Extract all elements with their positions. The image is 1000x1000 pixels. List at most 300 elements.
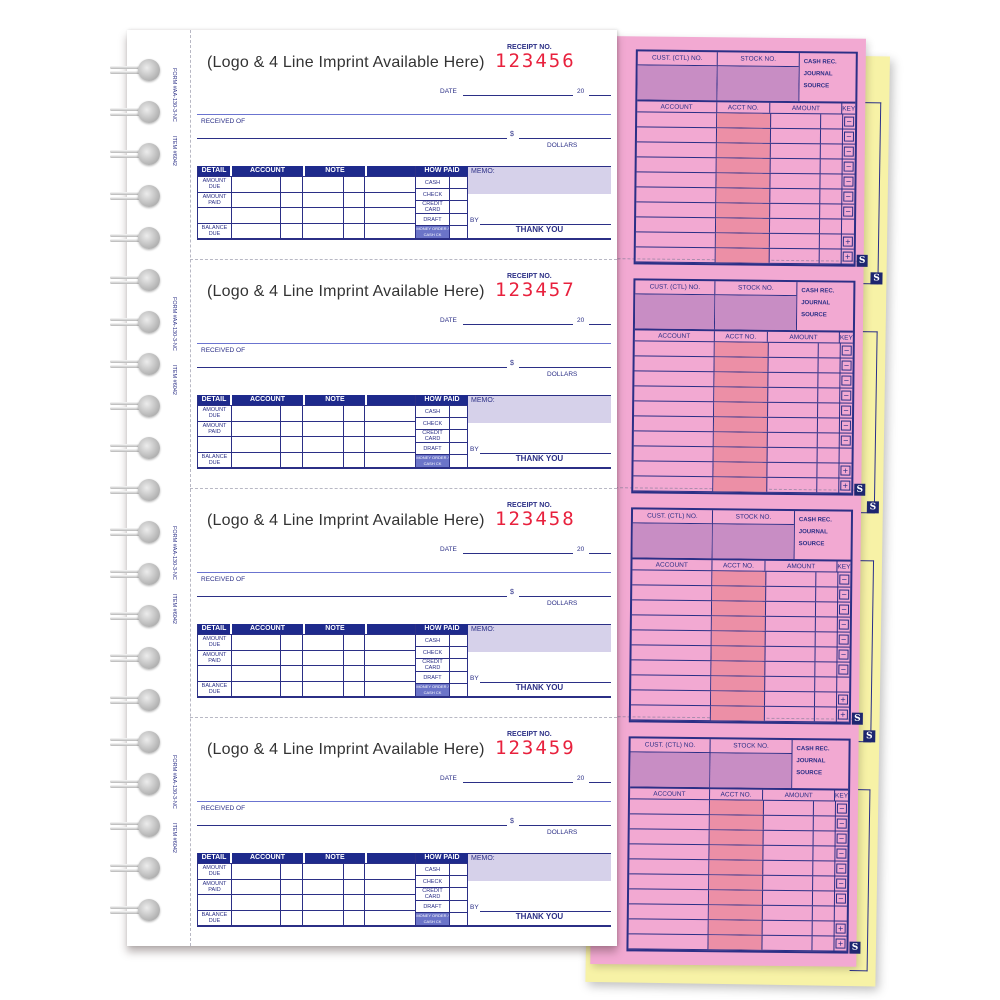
receipt <box>127 488 617 717</box>
key-col-header: KEY <box>839 334 853 342</box>
draft-checkbox[interactable] <box>450 672 468 683</box>
minus-key-icon: − <box>841 436 851 446</box>
spiral-ring-icon <box>110 437 162 459</box>
account-cell[interactable] <box>232 177 281 192</box>
memo-area <box>468 395 611 467</box>
amount-field[interactable] <box>519 596 611 597</box>
note-cell[interactable] <box>303 651 344 666</box>
source-box <box>795 511 851 560</box>
grid-row <box>198 405 415 421</box>
memo-label: MEMO: <box>471 168 495 175</box>
thank-you-text: THANK YOU <box>515 912 564 921</box>
amount-col-header: AMOUNT <box>763 790 835 801</box>
minus-key-icon: − <box>836 864 846 874</box>
perforation-line <box>190 717 617 718</box>
memo-area <box>468 166 611 238</box>
plus-key-icon: + <box>840 466 850 476</box>
receipt-no-label: RECEIPT NO. <box>507 731 552 738</box>
note-cell[interactable] <box>303 864 344 879</box>
cash-checkbox[interactable] <box>450 635 468 646</box>
dollar-sign: $ <box>510 360 514 367</box>
draft-checkbox[interactable] <box>450 214 468 225</box>
year-prefix: 20 <box>577 546 585 553</box>
minus-key-icon: − <box>841 391 851 401</box>
spiral-ring-icon <box>110 815 162 837</box>
amount-field[interactable] <box>519 138 611 139</box>
source-line: SOURCE <box>796 770 822 777</box>
source-line: CASH REC. <box>803 59 837 66</box>
source-line: JOURNAL <box>803 71 833 78</box>
money-order-checkbox[interactable] <box>450 226 468 238</box>
account-cell[interactable] <box>232 911 281 926</box>
source-line: JOURNAL <box>801 300 831 307</box>
note-cell[interactable] <box>303 682 344 697</box>
credit-card-option: CREDIT CARD <box>416 201 450 213</box>
account-cell[interactable] <box>232 880 281 895</box>
payment-grid <box>197 395 611 469</box>
how-paid-header: HOW PAID <box>424 396 460 403</box>
account-header: ACCOUNT <box>232 624 305 634</box>
credit-card-checkbox[interactable] <box>450 659 468 671</box>
spiral-ring-icon <box>110 311 162 333</box>
received-of-field[interactable] <box>197 596 507 597</box>
note-cell[interactable] <box>303 911 344 926</box>
check-option: CHECK <box>416 876 450 887</box>
s-badge-icon: S <box>852 713 863 725</box>
thank-you-text: THANK YOU <box>515 454 564 463</box>
date-field[interactable] <box>463 95 573 96</box>
note-cell[interactable] <box>303 635 344 650</box>
grid-row <box>198 192 415 208</box>
how-paid-column <box>415 395 468 467</box>
amount-due-label: AMOUNT DUE <box>198 177 232 192</box>
cash-checkbox[interactable] <box>450 864 468 875</box>
check-option: CHECK <box>416 189 450 200</box>
received-of-label: RECEIVED OF <box>201 347 246 354</box>
minus-key-icon: − <box>839 635 849 645</box>
perforation-line <box>190 259 617 260</box>
cash-option: CASH <box>416 406 450 417</box>
spiral-ring-icon <box>110 521 162 543</box>
stub-record <box>631 278 864 495</box>
form-number: FORM #AA-130-3-NC <box>171 297 177 351</box>
amount-due-label: AMOUNT DUE <box>198 406 232 421</box>
s-badge-icon: S <box>854 484 865 496</box>
memo-label: MEMO: <box>471 626 495 633</box>
spiral-ring-icon <box>110 899 162 921</box>
account-cell[interactable] <box>232 224 281 239</box>
note-cell[interactable] <box>303 193 344 208</box>
money-order-checkbox[interactable] <box>450 455 468 467</box>
source-line: JOURNAL <box>798 529 828 536</box>
stub-row <box>633 476 851 493</box>
stub-record <box>626 736 859 953</box>
grid-row <box>198 634 415 650</box>
s-badge-icon: S <box>863 730 875 742</box>
minus-key-icon: − <box>836 894 846 904</box>
minus-key-icon: − <box>839 575 849 585</box>
spiral-ring-icon <box>110 185 162 207</box>
account-cell[interactable] <box>232 406 281 421</box>
grid-row <box>198 223 415 239</box>
receipt-number: 123459 <box>495 737 576 759</box>
minus-key-icon: − <box>837 819 847 829</box>
form-number: FORM #AA-130-3-NC <box>171 526 177 580</box>
credit-card-option: CREDIT CARD <box>416 430 450 442</box>
spiral-ring-icon <box>110 269 162 291</box>
account-cell[interactable] <box>232 437 281 452</box>
check-checkbox[interactable] <box>450 876 468 887</box>
divider <box>197 343 611 344</box>
cust-ctl-no-field[interactable] <box>633 523 712 558</box>
amount-due-label: AMOUNT DUE <box>198 635 232 650</box>
received-of-field[interactable] <box>197 825 507 826</box>
minus-key-icon: − <box>839 605 849 615</box>
amount-col-header: AMOUNT <box>766 561 838 572</box>
cust-ctl-no-field[interactable] <box>637 65 716 100</box>
stock-no-field[interactable] <box>715 295 796 330</box>
detail-header: DETAIL <box>198 166 232 176</box>
receipt-number: 123457 <box>495 279 576 301</box>
money-order-option: MONEY ORDER / CASH CK <box>416 226 449 237</box>
year-prefix: 20 <box>577 775 585 782</box>
imprint-area: (Logo & 4 Line Imprint Available Here) <box>207 741 485 758</box>
memo-area <box>468 853 611 925</box>
year-field[interactable] <box>589 782 611 783</box>
received-of-label: RECEIVED OF <box>201 576 246 583</box>
check-checkbox[interactable] <box>450 418 468 429</box>
by-label: BY <box>470 904 479 911</box>
note-cell[interactable] <box>303 880 344 895</box>
note-cell[interactable] <box>303 406 344 421</box>
spiral-ring-icon <box>110 143 162 165</box>
account-cell[interactable] <box>232 422 281 437</box>
cash-option: CASH <box>416 864 450 875</box>
form-number: FORM #AA-130-3-NC <box>171 755 177 809</box>
money-order-option: MONEY ORDER / CASH CK <box>416 455 449 466</box>
plus-key-icon: + <box>840 481 850 491</box>
stock-no-field[interactable] <box>713 524 794 559</box>
note-cell[interactable] <box>303 224 344 239</box>
grid-row <box>198 452 415 468</box>
credit-card-option: CREDIT CARD <box>416 659 450 671</box>
amount-paid-label: AMOUNT PAID <box>198 193 232 208</box>
receipt-number: 123458 <box>495 508 576 530</box>
cash-option: CASH <box>416 635 450 646</box>
minus-key-icon: − <box>836 879 846 889</box>
minus-key-icon: − <box>844 132 854 142</box>
blank-label <box>198 437 232 452</box>
payment-grid <box>197 853 611 927</box>
cash-option: CASH <box>416 177 450 188</box>
cust-ctl-no-label: CUST. (CTL) NO. <box>638 51 717 66</box>
acct-no-col-header: ACCT NO. <box>714 331 768 342</box>
spiral-ring-icon <box>110 773 162 795</box>
how-paid-column <box>415 853 468 925</box>
dollar-sign: $ <box>510 131 514 138</box>
dollars-label: DOLLARS <box>547 600 578 607</box>
stub-row <box>636 247 854 264</box>
grid-row <box>198 207 415 223</box>
dollars-label: DOLLARS <box>547 829 578 836</box>
source-line: CASH REC. <box>801 288 835 295</box>
key-col-header: KEY <box>842 105 856 113</box>
stock-no-label: STOCK NO. <box>718 52 799 67</box>
minus-key-icon: − <box>837 804 847 814</box>
draft-option: DRAFT <box>416 214 450 225</box>
draft-option: DRAFT <box>416 443 450 454</box>
account-col-header: ACCOUNT <box>637 101 717 112</box>
money-order-checkbox[interactable] <box>450 913 468 925</box>
receipt-no-label: RECEIPT NO. <box>507 502 552 509</box>
receipt <box>127 30 617 259</box>
amount-paid-label: AMOUNT PAID <box>198 422 232 437</box>
account-header: ACCOUNT <box>232 166 305 176</box>
account-cell[interactable] <box>232 682 281 697</box>
source-box <box>792 740 848 789</box>
amount-col-header: AMOUNT <box>771 103 843 114</box>
minus-key-icon: − <box>842 361 852 371</box>
cash-checkbox[interactable] <box>450 177 468 188</box>
date-label: DATE <box>440 775 457 782</box>
minus-key-icon: − <box>844 147 854 157</box>
stock-no-label: STOCK NO. <box>713 510 794 525</box>
key-col-header: KEY <box>837 563 851 571</box>
check-checkbox[interactable] <box>450 647 468 658</box>
acct-no-col-header: ACCT NO. <box>710 789 764 800</box>
account-header: ACCOUNT <box>232 853 305 863</box>
thank-you-text: THANK YOU <box>515 683 564 692</box>
check-option: CHECK <box>416 418 450 429</box>
year-field[interactable] <box>589 324 611 325</box>
received-of-field[interactable] <box>197 138 507 139</box>
minus-key-icon: − <box>843 177 853 187</box>
imprint-area: (Logo & 4 Line Imprint Available Here) <box>207 512 485 529</box>
imprint-area: (Logo & 4 Line Imprint Available Here) <box>207 283 485 300</box>
grid-row <box>198 436 415 452</box>
blank-label <box>198 208 232 223</box>
minus-key-icon: − <box>843 192 853 202</box>
spiral-ring-icon <box>110 857 162 879</box>
source-line: CASH REC. <box>796 746 830 753</box>
s-badge-icon: S <box>867 501 879 513</box>
stub-row <box>631 705 849 722</box>
source-line: SOURCE <box>803 83 830 90</box>
cust-ctl-no-label: CUST. (CTL) NO. <box>631 738 710 753</box>
date-label: DATE <box>440 546 457 553</box>
date-field[interactable] <box>463 324 573 325</box>
plus-key-icon: + <box>843 237 853 247</box>
detail-header: DETAIL <box>198 395 232 405</box>
amount-field[interactable] <box>519 367 611 368</box>
grid-row <box>198 863 415 879</box>
payment-grid <box>197 624 611 698</box>
note-cell[interactable] <box>303 422 344 437</box>
account-col-header: ACCOUNT <box>630 788 710 799</box>
minus-key-icon: − <box>843 207 853 217</box>
account-cell[interactable] <box>232 666 281 681</box>
perforation-line <box>190 488 617 489</box>
balance-due-label: BALANCE DUE <box>198 682 232 697</box>
source-line: JOURNAL <box>796 758 826 765</box>
note-cell[interactable] <box>303 453 344 468</box>
amount-paid-label: AMOUNT PAID <box>198 651 232 666</box>
credit-card-checkbox[interactable] <box>450 888 468 900</box>
how-paid-header: HOW PAID <box>424 625 460 632</box>
white-original-sheet <box>127 30 617 946</box>
draft-option: DRAFT <box>416 901 450 912</box>
dollar-sign: $ <box>510 818 514 825</box>
grid-row <box>198 665 415 681</box>
cust-ctl-no-field[interactable] <box>635 294 714 329</box>
how-paid-column <box>415 624 468 696</box>
balance-due-label: BALANCE DUE <box>198 453 232 468</box>
credit-card-checkbox[interactable] <box>450 430 468 442</box>
account-cell[interactable] <box>232 895 281 910</box>
stock-no-field[interactable] <box>717 66 798 101</box>
year-field[interactable] <box>589 95 611 96</box>
grid-row <box>198 879 415 895</box>
note-cell[interactable] <box>303 208 344 223</box>
s-badge-icon: S <box>857 255 868 267</box>
received-of-label: RECEIVED OF <box>201 118 246 125</box>
memo-label: MEMO: <box>471 397 495 404</box>
spiral-ring-icon <box>110 59 162 81</box>
by-label: BY <box>470 446 479 453</box>
note-header: NOTE <box>305 395 367 405</box>
spiral-ring-icon <box>110 353 162 375</box>
account-cell[interactable] <box>232 651 281 666</box>
s-badge-icon: S <box>870 272 882 284</box>
spiral-ring-icon <box>110 689 162 711</box>
received-of-label: RECEIVED OF <box>201 805 246 812</box>
how-paid-column <box>415 166 468 238</box>
divider <box>197 572 611 573</box>
amount-field[interactable] <box>519 825 611 826</box>
money-order-checkbox[interactable] <box>450 684 468 696</box>
account-cell[interactable] <box>232 208 281 223</box>
receipt <box>127 717 617 946</box>
note-cell[interactable] <box>303 895 344 910</box>
money-order-option: MONEY ORDER / CASH CK <box>416 913 449 924</box>
account-cell[interactable] <box>232 193 281 208</box>
plus-key-icon: + <box>836 924 846 934</box>
account-header: ACCOUNT <box>232 395 305 405</box>
account-cell[interactable] <box>232 453 281 468</box>
balance-due-label: BALANCE DUE <box>198 224 232 239</box>
account-col-header: ACCOUNT <box>632 559 712 570</box>
check-checkbox[interactable] <box>450 189 468 200</box>
blank-label <box>198 666 232 681</box>
note-cell[interactable] <box>303 177 344 192</box>
how-paid-header: HOW PAID <box>424 854 460 861</box>
spiral-ring-icon <box>110 563 162 585</box>
pink-copy-sheet <box>590 36 866 967</box>
draft-checkbox[interactable] <box>450 901 468 912</box>
amount-col-header: AMOUNT <box>768 332 840 343</box>
draft-checkbox[interactable] <box>450 443 468 454</box>
dollars-label: DOLLARS <box>547 371 578 378</box>
credit-card-option: CREDIT CARD <box>416 888 450 900</box>
grid-row <box>198 176 415 192</box>
year-prefix: 20 <box>577 88 585 95</box>
minus-key-icon: − <box>836 849 846 859</box>
check-option: CHECK <box>416 647 450 658</box>
cash-checkbox[interactable] <box>450 406 468 417</box>
minus-key-icon: − <box>839 590 849 600</box>
stub-row <box>628 934 846 951</box>
minus-key-icon: − <box>841 406 851 416</box>
minus-key-icon: − <box>837 834 847 844</box>
receipt-no-label: RECEIPT NO. <box>507 44 552 51</box>
receipt-no-label: RECEIPT NO. <box>507 273 552 280</box>
year-field[interactable] <box>589 553 611 554</box>
item-number: ITEM #6042 <box>171 823 177 853</box>
cust-ctl-no-label: CUST. (CTL) NO. <box>635 280 714 295</box>
key-col-header: KEY <box>835 792 849 800</box>
how-paid-header: HOW PAID <box>424 167 460 174</box>
note-cell[interactable] <box>303 437 344 452</box>
form-side-labels <box>169 68 183 248</box>
detail-header: DETAIL <box>198 853 232 863</box>
cust-ctl-no-label: CUST. (CTL) NO. <box>633 509 712 524</box>
spiral-ring-icon <box>110 227 162 249</box>
account-cell[interactable] <box>232 635 281 650</box>
form-side-labels <box>169 526 183 706</box>
minus-key-icon: − <box>838 665 848 675</box>
received-of-field[interactable] <box>197 367 507 368</box>
by-label: BY <box>470 675 479 682</box>
amount-paid-label: AMOUNT PAID <box>198 880 232 895</box>
form-number: FORM #AA-130-3-NC <box>171 68 177 122</box>
note-header: NOTE <box>305 853 367 863</box>
item-number: ITEM #6042 <box>171 594 177 624</box>
grid-row <box>198 681 415 697</box>
receipt-number: 123456 <box>495 50 576 72</box>
minus-key-icon: − <box>844 162 854 172</box>
spiral-ring-icon <box>110 479 162 501</box>
thank-you-text: THANK YOU <box>515 225 564 234</box>
item-number: ITEM #6042 <box>171 136 177 166</box>
date-field[interactable] <box>463 782 573 783</box>
stock-no-field[interactable] <box>710 753 791 788</box>
grid-row <box>198 894 415 910</box>
stub-record <box>629 507 861 724</box>
s-badge-icon: S <box>849 942 860 954</box>
account-col-header: ACCOUNT <box>635 330 715 341</box>
memo-area <box>468 624 611 696</box>
source-line: CASH REC. <box>798 517 832 524</box>
note-header: NOTE <box>305 624 367 634</box>
credit-card-checkbox[interactable] <box>450 201 468 213</box>
form-side-labels <box>169 755 183 935</box>
source-box <box>797 282 853 331</box>
minus-key-icon: − <box>844 117 854 127</box>
account-cell[interactable] <box>232 864 281 879</box>
minus-key-icon: − <box>838 650 848 660</box>
source-line: SOURCE <box>801 312 827 319</box>
grid-row <box>198 910 415 926</box>
cust-ctl-no-field[interactable] <box>630 752 709 787</box>
money-order-option: MONEY ORDER / CASH CK <box>416 684 449 695</box>
source-line: SOURCE <box>798 541 825 548</box>
amount-due-label: AMOUNT DUE <box>198 864 232 879</box>
plus-key-icon: + <box>835 939 845 949</box>
stub-record <box>634 49 866 266</box>
spiral-ring-icon <box>110 605 162 627</box>
date-field[interactable] <box>463 553 573 554</box>
note-cell[interactable] <box>303 666 344 681</box>
